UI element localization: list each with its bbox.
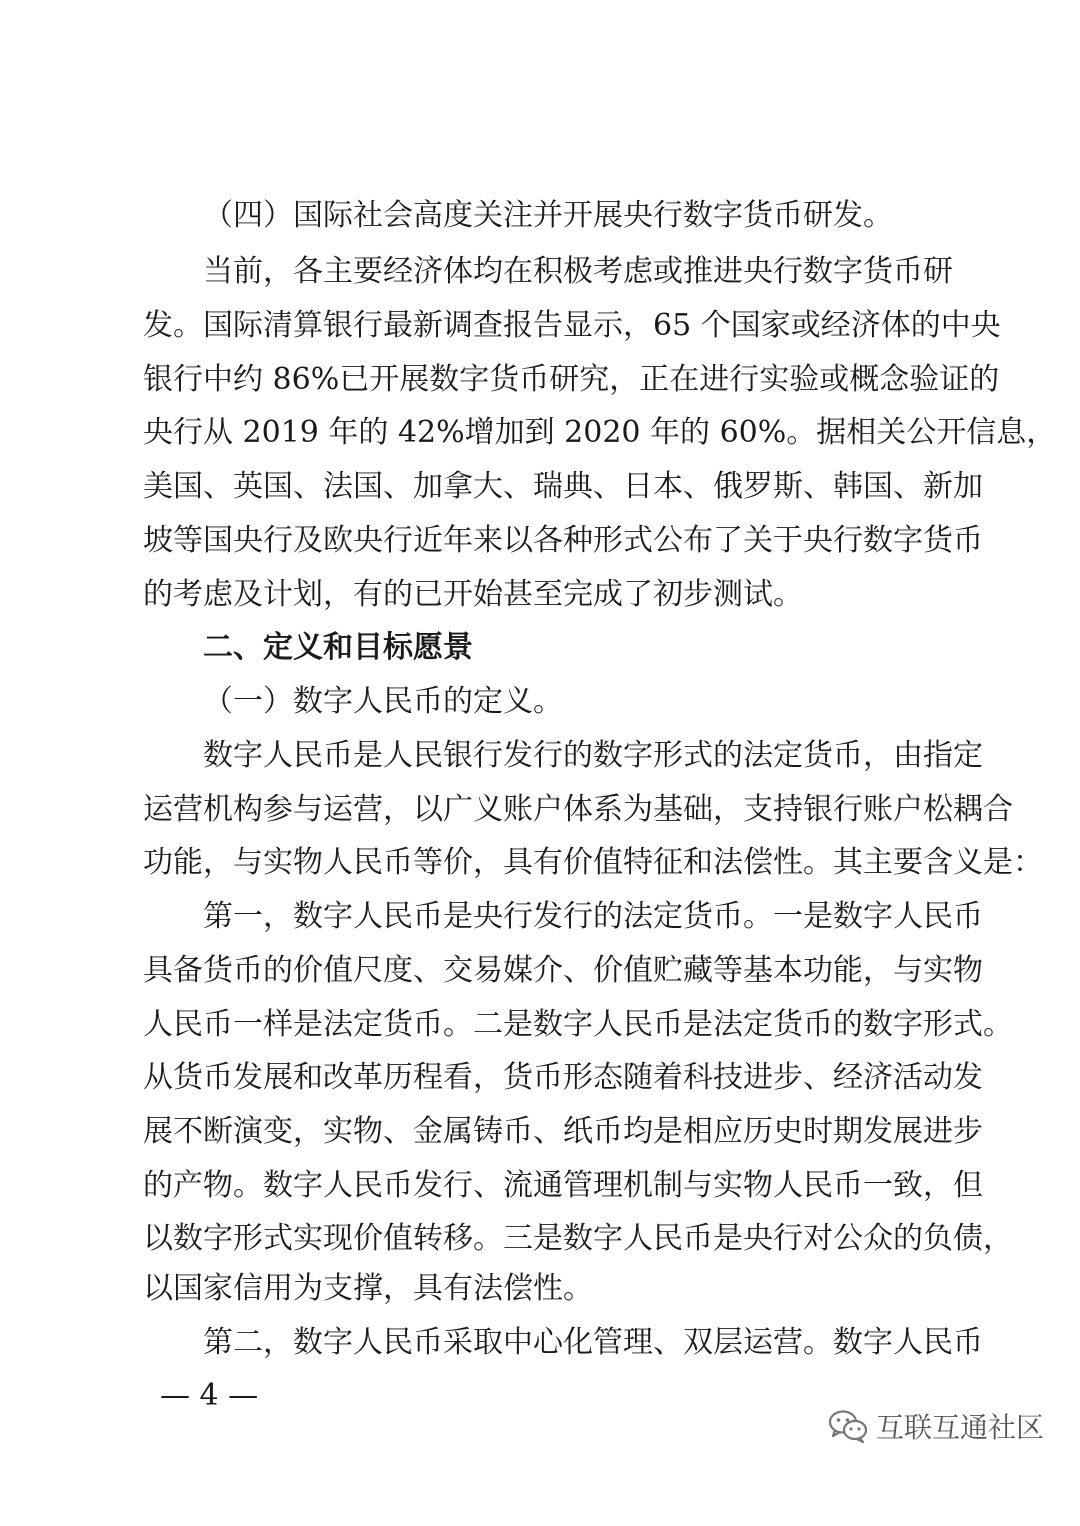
wechat-icon [828,1409,868,1443]
watermark-text: 互联互通社区 [875,1411,1044,1444]
subheading-four: （四）国际社会高度关注并开展央行数字货币研发。 [203,198,893,233]
paragraph-line: 央行从 2019 年的 42%增加到 2020 年的 60%。据相关公开信息， [143,415,1057,450]
paragraph-line: 美国、英国、法国、加拿大、瑞典、日本、俄罗斯、韩国、新加 [143,469,983,504]
paragraph-line: 第一，数字人民币是央行发行的法定货币。一是数字人民币 [203,899,983,934]
section-heading: 二、定义和目标愿景 [203,630,473,665]
paragraph-line: 第二，数字人民币采取中心化管理、双层运营。数字人民币 [203,1325,983,1360]
paragraph-line: 展不断演变，实物、金属铸币、纸币均是相应历史时期发展进步 [143,1114,983,1149]
paragraph-line: 发。国际清算银行最新调查报告显示，65 个国家或经济体的中央 [143,308,1001,343]
paragraph-line: 人民币一样是法定货币。二是数字人民币是法定货币的数字形式。 [143,1007,1013,1042]
paragraph-line: 功能，与实物人民币等价，具有价值特征和法偿性。其主要含义是： [143,845,1043,880]
paragraph-line: 以国家信用为支撑，具有法偿性。 [143,1271,593,1306]
paragraph-line: 的产物。数字人民币发行、流通管理机制与实物人民币一致，但 [143,1168,983,1203]
paragraph-line: 当前，各主要经济体均在积极考虑或推进央行数字货币研 [203,254,953,289]
paragraph-line: 数字人民币是人民银行发行的数字形式的法定货币，由指定 [203,738,983,773]
paragraph-line: 以数字形式实现价值转移。三是数字人民币是央行对公众的负债， [143,1221,1013,1256]
paragraph-line: 具备货币的价值尺度、交易媒介、价值贮藏等基本功能，与实物 [143,953,983,988]
paragraph-line: 运营机构参与运营，以广义账户体系为基础，支持银行账户松耦合 [143,792,1013,827]
subheading-one: （一）数字人民币的定义。 [203,684,563,719]
paragraph-line: 银行中约 86%已开展数字货币研究，正在进行实验或概念验证的 [143,362,1000,397]
watermark [828,1406,1044,1446]
paragraph-line: 从货币发展和改革历程看，货币形态随着科技进步、经济活动发 [143,1060,983,1095]
paragraph-line: 坡等国央行及欧央行近年来以各种形式公布了关于央行数字货币 [143,523,983,558]
page-number: — 4 — [160,1378,259,1413]
paragraph-line: 的考虑及计划，有的已开始甚至完成了初步测试。 [143,577,803,612]
